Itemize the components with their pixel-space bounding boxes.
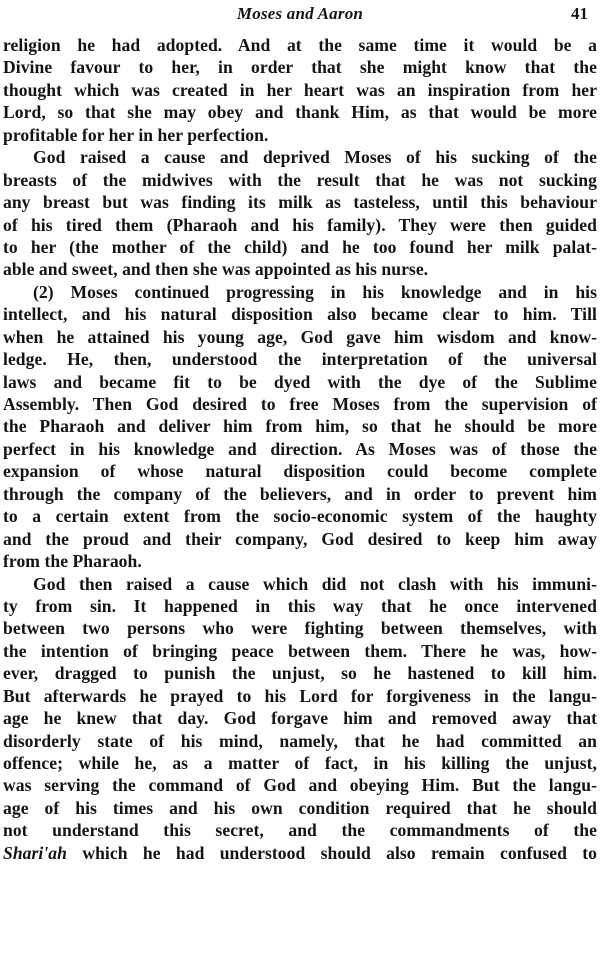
text-line — [3, 842, 597, 864]
text-line — [3, 124, 597, 146]
text-line — [3, 281, 597, 303]
text-line — [3, 460, 597, 482]
line-text: any breast but was finding its milk as tasteless, until this behaviour — [3, 192, 597, 213]
page-number: 41 — [571, 4, 588, 23]
text-line — [3, 393, 597, 415]
line-text: breasts of the midwives with the result that he was not sucking — [3, 169, 597, 190]
text-line — [3, 550, 597, 572]
text-line — [3, 730, 597, 752]
text-line — [3, 483, 597, 505]
text-line — [3, 34, 597, 56]
text-line — [3, 595, 597, 617]
italic-term: Shari'ah — [3, 842, 67, 863]
line-text: God then raised a cause which did not clash with his immuni- — [33, 573, 597, 594]
text-line — [3, 819, 597, 841]
line-text: Assembly. Then God desired to free Moses from the supervision of — [3, 394, 597, 414]
line-text: But afterwards he prayed to his Lord for forgiveness in the langu- — [3, 685, 597, 706]
text-line — [3, 685, 597, 707]
text-line — [3, 348, 597, 370]
line-text: when he attained his young age, God gave him wisdom and know- — [3, 326, 597, 347]
text-line — [3, 752, 597, 774]
line-text: intellect, and his natural disposition also became clear to him. Till — [3, 304, 597, 325]
line-text: age he knew that day. God forgave him and removed away that — [3, 708, 597, 729]
line-text: not understand this secret, and the commandments of the — [3, 820, 597, 841]
text-line — [3, 303, 597, 325]
text-line — [3, 214, 597, 236]
line-text: through the company of the believers, and in order to prevent him — [3, 483, 597, 504]
line-text: was serving the command of God and obeying Him. But the langu- — [3, 775, 597, 796]
line-text: offence; while he, as a matter of fact, in his killing the unjust, — [3, 753, 597, 773]
text-line — [3, 79, 597, 101]
text-line — [3, 326, 597, 348]
line-text: profitable for her in her perfection. — [3, 124, 269, 145]
text-line — [3, 662, 597, 684]
line-text: to her (the mother of the child) and he too found her milk palat- — [3, 236, 597, 257]
line-text: (2) Moses continued progressing in his knowledge and in his — [33, 281, 597, 302]
text-line — [3, 505, 597, 527]
line-text: to a certain extent from the socio-economic system of the haughty — [3, 506, 597, 527]
text-line — [3, 438, 597, 460]
text-line — [3, 169, 597, 191]
line-text: ever, dragged to punish the unjust, so he hastened to kill him. — [3, 663, 597, 684]
line-text: and the proud and their company, God desired to keep him away — [3, 528, 597, 549]
line-text: ty from sin. It happened in this way that he once intervened — [3, 595, 597, 616]
text-line — [3, 573, 597, 595]
line-text: able and sweet, and then she was appointed as his nurse. — [3, 259, 429, 280]
line-text: the intention of bringing peace between them. There he was, how- — [3, 640, 597, 661]
text-line — [3, 56, 597, 78]
text-line — [3, 640, 597, 662]
line-text: disorderly state of his mind, namely, that he had committed an — [3, 730, 597, 751]
page-header — [0, 2, 600, 28]
text-line — [3, 258, 597, 280]
line-text: religion he had adopted. And at the same time it would be a — [3, 35, 597, 55]
text-line — [3, 191, 597, 213]
line-text: perfect in his knowledge and direction. As Moses was of those the — [3, 438, 597, 459]
text-line — [3, 236, 597, 258]
line-text: which he had understood should also remain confused to — [82, 842, 597, 863]
line-text: of his tired them (Pharaoh and his family). They were then guided — [3, 214, 597, 235]
running-title: Moses and Aaron — [236, 4, 364, 23]
line-text: expansion of whose natural disposition could become complete — [3, 461, 597, 482]
text-line — [3, 774, 597, 796]
text-line — [3, 528, 597, 550]
text-line — [3, 101, 597, 123]
line-text: the Pharaoh and deliver him from him, so that he should be more — [3, 416, 597, 437]
line-text: ledge. He, then, understood the interpretation of the universal — [3, 349, 597, 370]
line-text: laws and became fit to be dyed with the dye of the Sublime — [3, 371, 597, 392]
text-line — [3, 371, 597, 393]
text-line — [3, 707, 597, 729]
line-text: God raised a cause and deprived Moses of his sucking of the — [33, 147, 597, 168]
line-text: Lord, so that she may obey and thank Him, as that would be more — [3, 102, 597, 123]
text-line — [3, 797, 597, 819]
text-line — [3, 146, 597, 168]
line-text: between two persons who were fighting between themselves, with — [3, 618, 597, 639]
line-text: from the Pharaoh. — [3, 551, 142, 572]
text-line — [3, 415, 597, 437]
line-text: Divine favour to her, in order that she might know that the — [3, 57, 597, 78]
line-text: age of his times and his own condition required that he should — [3, 797, 597, 818]
text-line — [3, 617, 597, 639]
line-text: thought which was created in her heart was an inspiration from her — [3, 79, 597, 100]
body-text — [3, 34, 597, 864]
